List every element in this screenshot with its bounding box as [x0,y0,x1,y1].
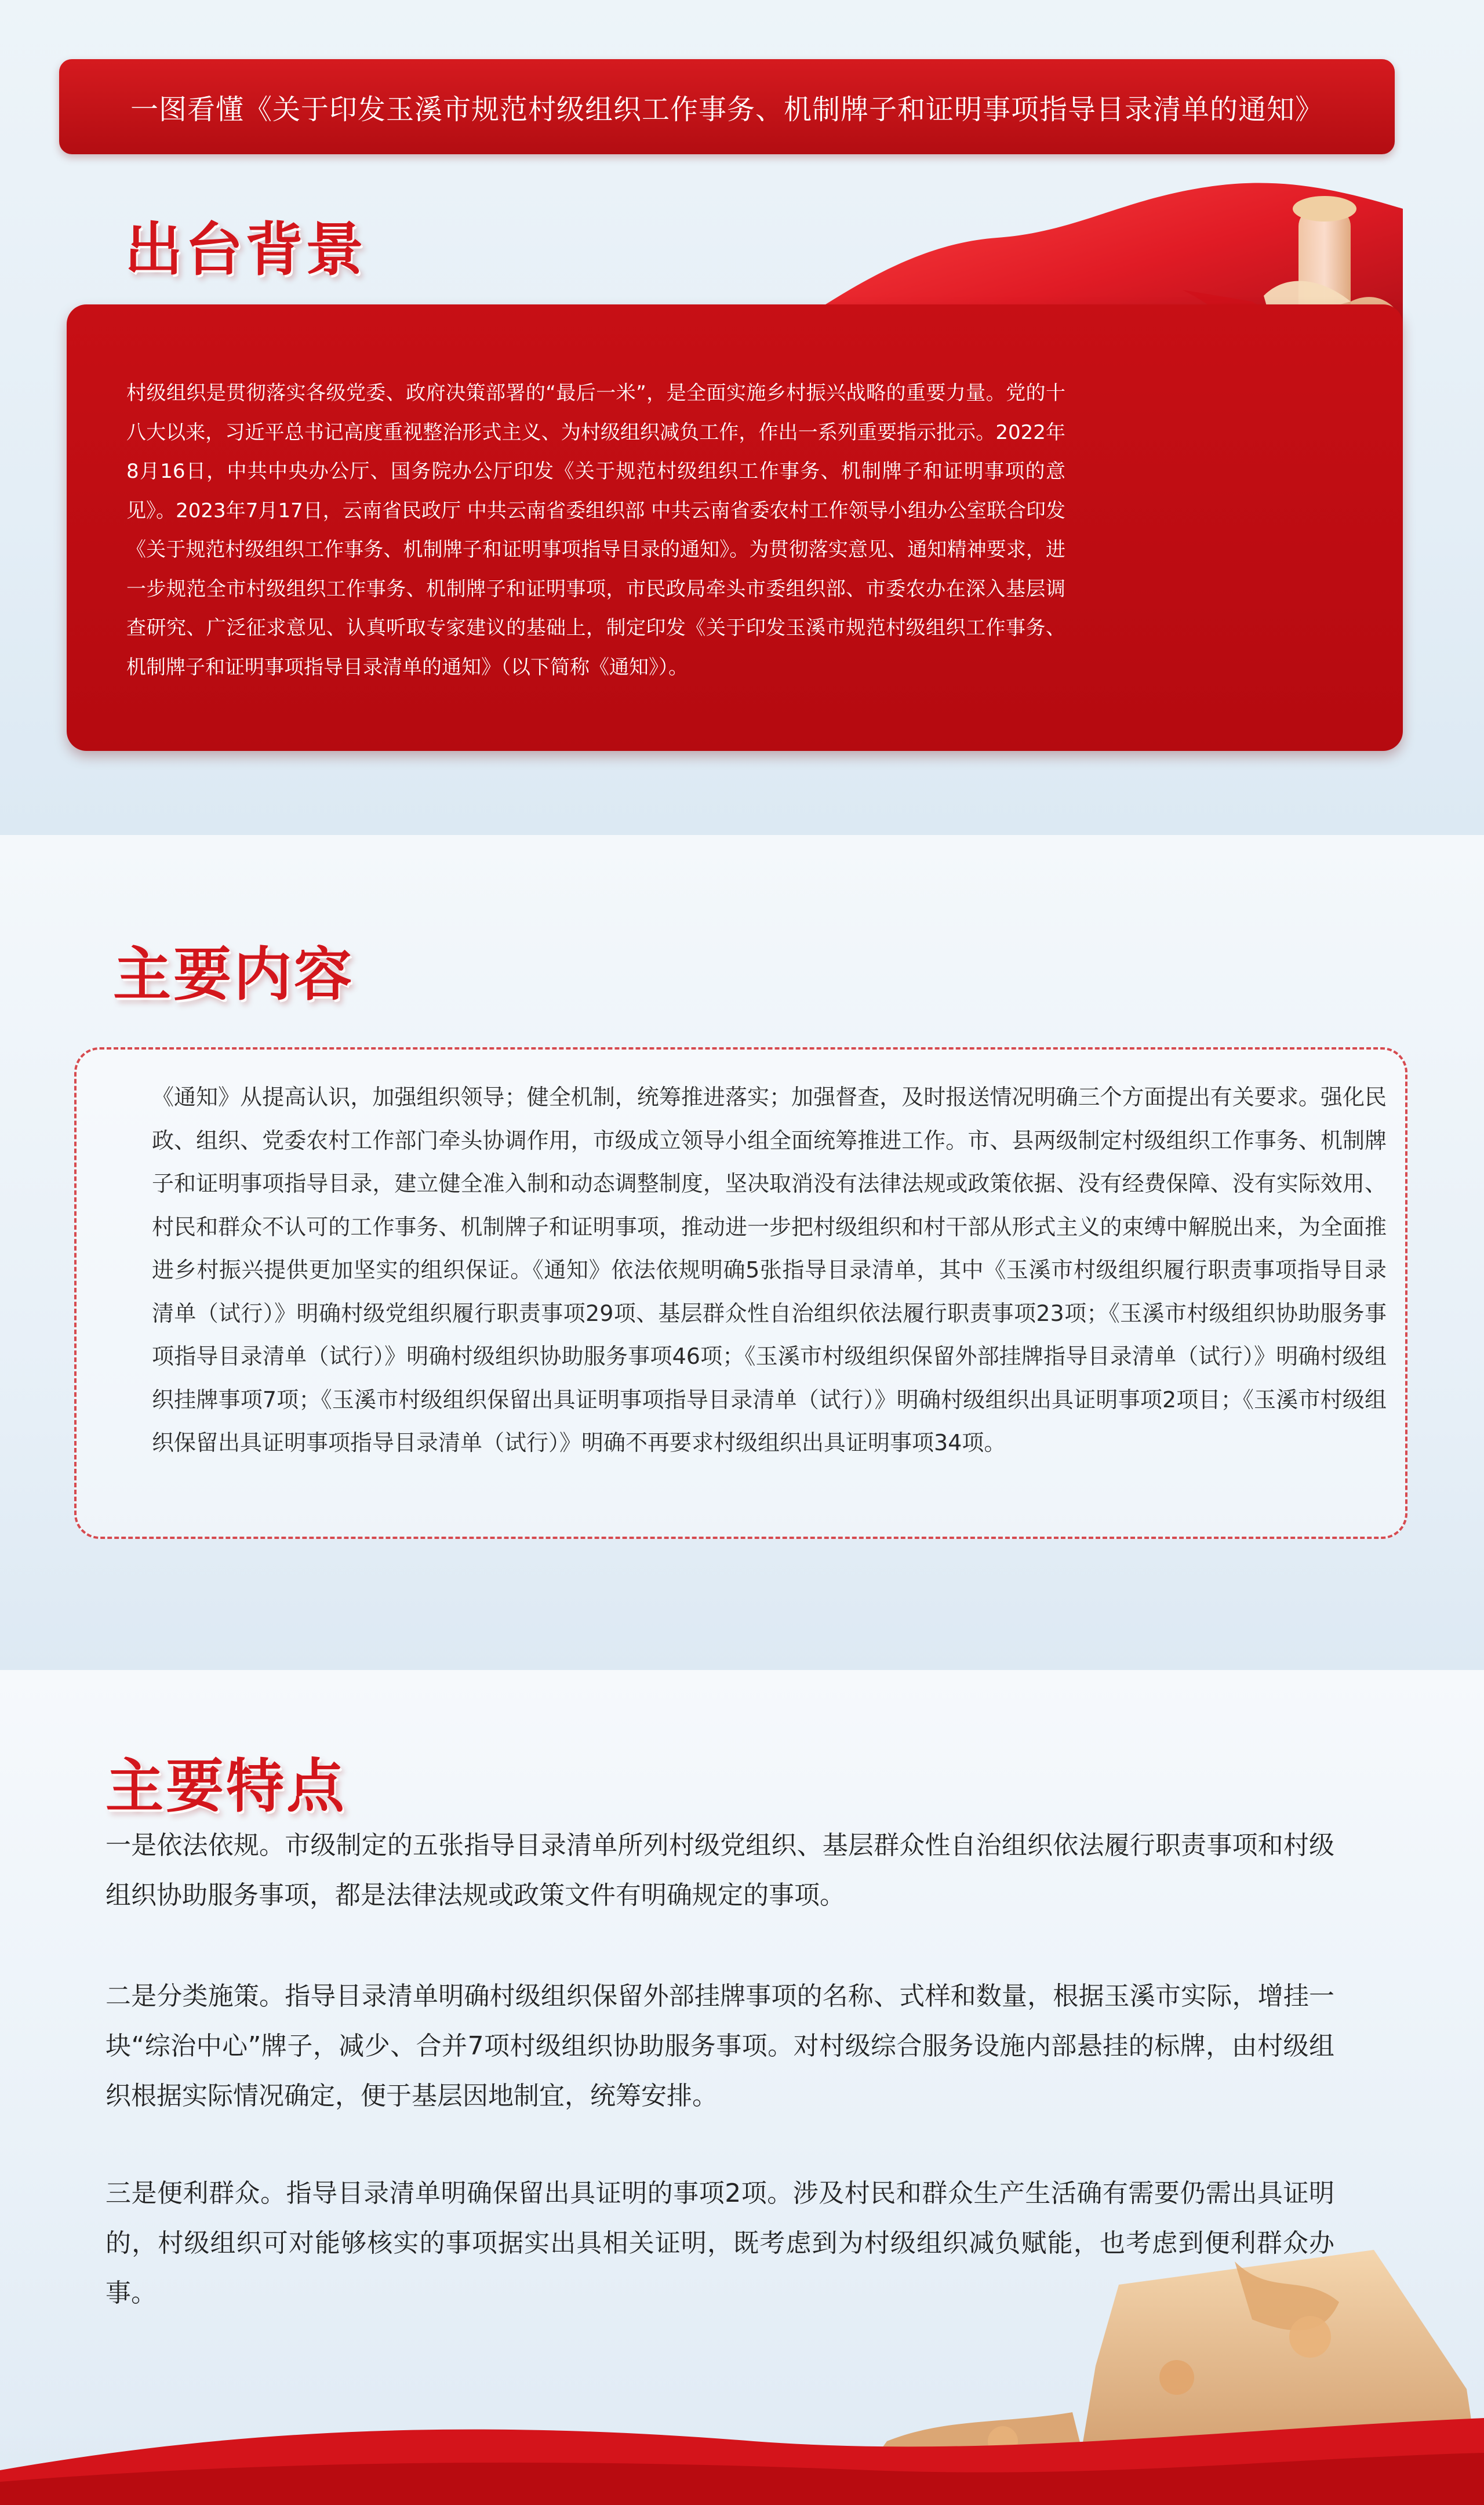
background-body-text: 村级组织是贯彻落实各级党委、政府决策部署的“最后一米”，是全面实施乡村振兴战略的重要力量。党的十八大以来，习近平总书记高度重视整治形式主义、为村级组织减负工作，作出一系列重要指示批示。2022年8月16日，中共中央办公厅、国务院办公厅印发《关于规范村级组织工作事务、机制牌子和证明事项的意见》。2023年7月17日，云南省民政厅 中共云南省委组织部 中共云南省委农村工作领导小组办公室联合印发《关于规范村级组织工作事务、机制牌子和证明事项指导目录的通知》。为贯彻落实意见、通知精神要求，进一步规范全市村级组织工作事务、机制牌子和证明事项，市民政局牵头市委组织部、市委农办在深入基层调查研究、广泛征求意见、认真听取专家建议的基础上，制定印发《关于印发玉溪市规范村级组织工作事务、机制牌子和证明事项指导目录清单的通知》（以下简称《通知》）。 [126,382,1065,679]
feature-item-3: 三是便利群众。指导目录清单明确保留出具证明的事项2项。涉及村民和群众生产生活确有需要仍需出具证明的，村级组织可对能够核实的事项据实出具相关证明，既考虑到为村级组织减负赋能，也考虑到便利群众办事。 [106,2179,1334,2308]
section-heading-features: 主要特点 [106,1752,347,1820]
page-title: 一图看懂《关于印发玉溪市规范村级组织工作事务、机制牌子和证明事项指导目录清单的通知》 [130,93,1323,126]
section-heading-content: 主要内容 [113,941,354,1008]
feature-item-2: 二是分类施策。指导目录清单明确村级组织保留外部挂牌事项的名称、式样和数量，根据玉溪市实际，增挂一块“综治中心”牌子，减少、合并7项村级组织协助服务事项。对村级综合服务设施内部悬挂的标牌，由村级组织根据实际情况确定，便于基层因地制宜，统筹安排。 [106,1981,1334,2111]
section-heading-background: 出台背景 [125,216,366,284]
content-body-text: 《通知》从提高认识，加强组织领导；健全机制，统筹推进落实；加强督查，及时报送情况明确三个方面提出有关要求。强化民政、组织、党委农村工作部门牵头协调作用，市级成立领导小组全面统筹推进工作。市、县两级制定村级组织工作事务、机制牌子和证明事项指导目录，建立健全准入制和动态调整制度，坚决取消没有法律法规或政策依据、没有经费保障、没有实际效用、村民和群众不认可的工作事务、机制牌子和证明事项，推动进一步把村级组织和村干部从形式主义的束缚中解脱出来，为全面推进乡村振兴提供更加坚实的组织保证。《通知》依法依规明确5张指导目录清单，其中《玉溪市村级组织履行职责事项指导目录清单（试行）》明确村级党组织履行职责事项29项、基层群众性自治组织依法履行职责事项23项；《玉溪市村级组织协助服务事项指导目录清单（试行）》明确村级组织协助服务事项46项；《玉溪市村级组织保留外部挂牌指导目录清单（试行）》明确村级组织挂牌事项7项；《玉溪市村级组织保留出具证明事项指导目录清单（试行）》明确村级组织出具证明事项2项目；《玉溪市村级组织保留出具证明事项指导目录清单（试行）》明确不再要求村级组织出具证明事项34项。 [152,1084,1387,1455]
feature-item-1: 一是依法依规。市级制定的五张指导目录清单所列村级党组织、基层群众性自治组织依法履行职责事项和村级组织协助服务事项，都是法律法规或政策文件有明确规定的事项。 [106,1831,1334,1910]
page-title-bar [59,59,1395,154]
bottom-red-wave [0,2395,1484,2505]
